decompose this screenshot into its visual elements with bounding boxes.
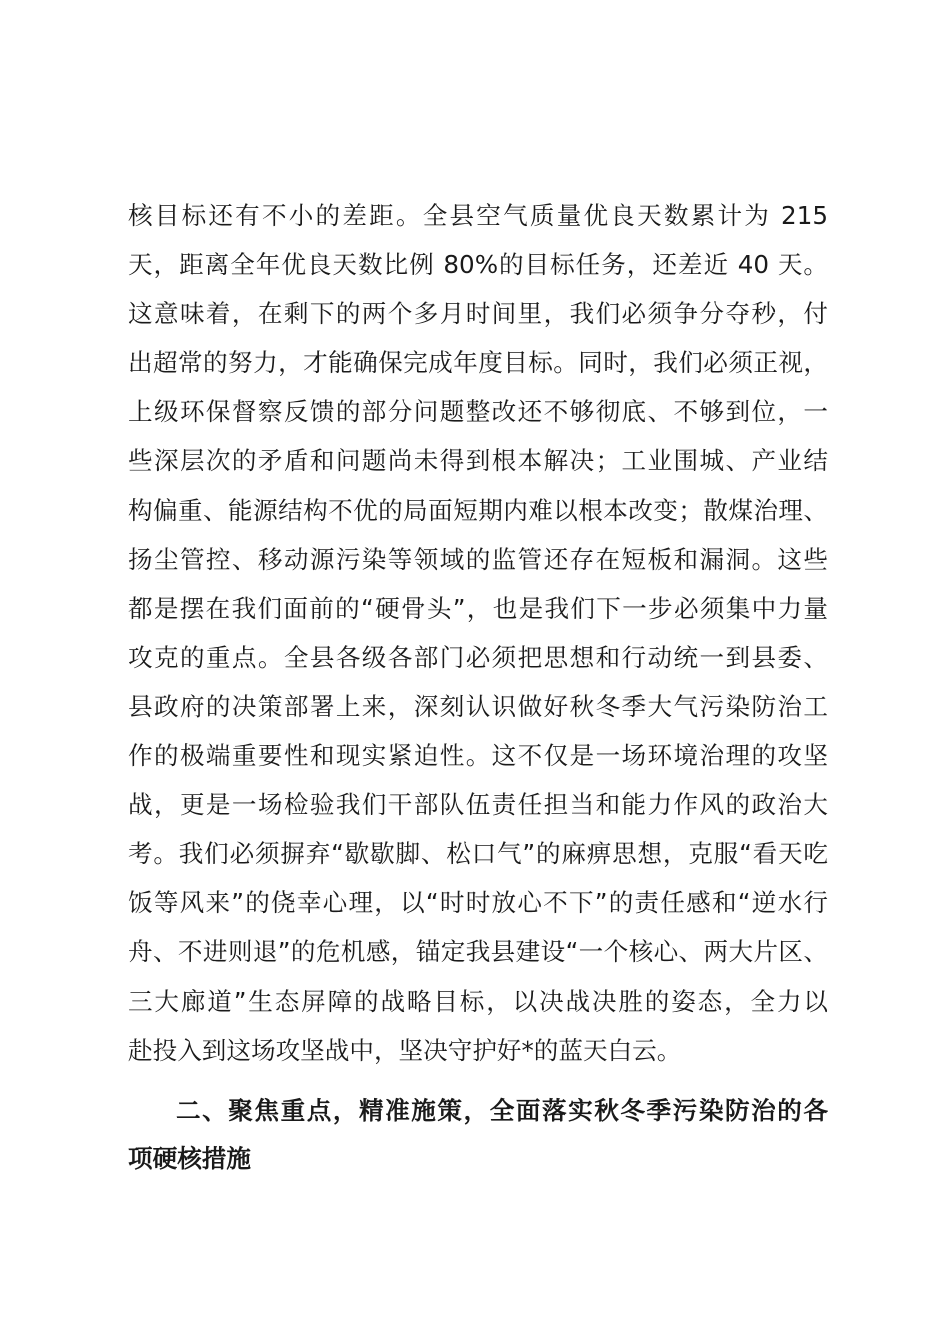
body-line: 作的极端重要性和现实紧迫性。这不仅是一场环境治理的攻坚 (128, 741, 828, 771)
body-line: 出超常的努力，才能确保完成年度目标。同时，我们必须正视， (128, 348, 828, 378)
body-line: 些深层次的矛盾和问题尚未得到根本解决；工业围城、产业结 (128, 446, 828, 476)
body-line: 战，更是一场检验我们干部队伍责任担当和能力作风的政治大 (128, 790, 828, 820)
heading-line: 二、聚焦重点，精准施策，全面落实秋冬季污染防治的各 (176, 1096, 828, 1125)
body-line: 天，距离全年优良天数比例 80%的目标任务，还差近 40 天。 (128, 250, 828, 280)
body-line: 县政府的决策部署上来，深刻认识做好秋冬季大气污染防治工 (128, 691, 828, 721)
body-line: 构偏重、能源结构不优的局面短期内难以根本改变；散煤治理、 (128, 495, 828, 525)
body-line: 饭等风来”的侥幸心理，以“时时放心不下”的责任感和“逆水行 (128, 888, 828, 918)
body-line: 核目标还有不小的差距。全县空气质量优良天数累计为 215 (128, 201, 828, 230)
body-paragraph (128, 191, 828, 1075)
body-line: 这意味着，在剩下的两个多月时间里，我们必须争分夺秒，付 (128, 299, 828, 329)
body-line: 赴投入到这场攻坚战中，坚决守护好*的蓝天白云。 (128, 1035, 682, 1065)
body-line: 考。我们必须摒弃“歇歇脚、松口气”的麻痹思想，克服“看天吃 (128, 839, 828, 869)
body-line: 都是摆在我们面前的“硬骨头”，也是我们下一步必须集中力量 (128, 593, 828, 623)
body-line: 攻克的重点。全县各级各部门必须把思想和行动统一到县委、 (128, 642, 828, 672)
body-line: 舟、不进则退”的危机感，锚定我县建设“一个核心、两大片区、 (128, 937, 828, 967)
body-line: 三大廊道”生态屏障的战略目标，以决战决胜的姿态，全力以 (128, 986, 828, 1016)
body-line: 扬尘管控、移动源污染等领域的监管还存在短板和漏洞。这些 (128, 544, 828, 574)
heading-line: 项硬核措施 (128, 1144, 251, 1173)
body-line: 上级环保督察反馈的部分问题整改还不够彻底、不够到位，一 (128, 397, 828, 427)
section-heading (128, 1087, 828, 1183)
